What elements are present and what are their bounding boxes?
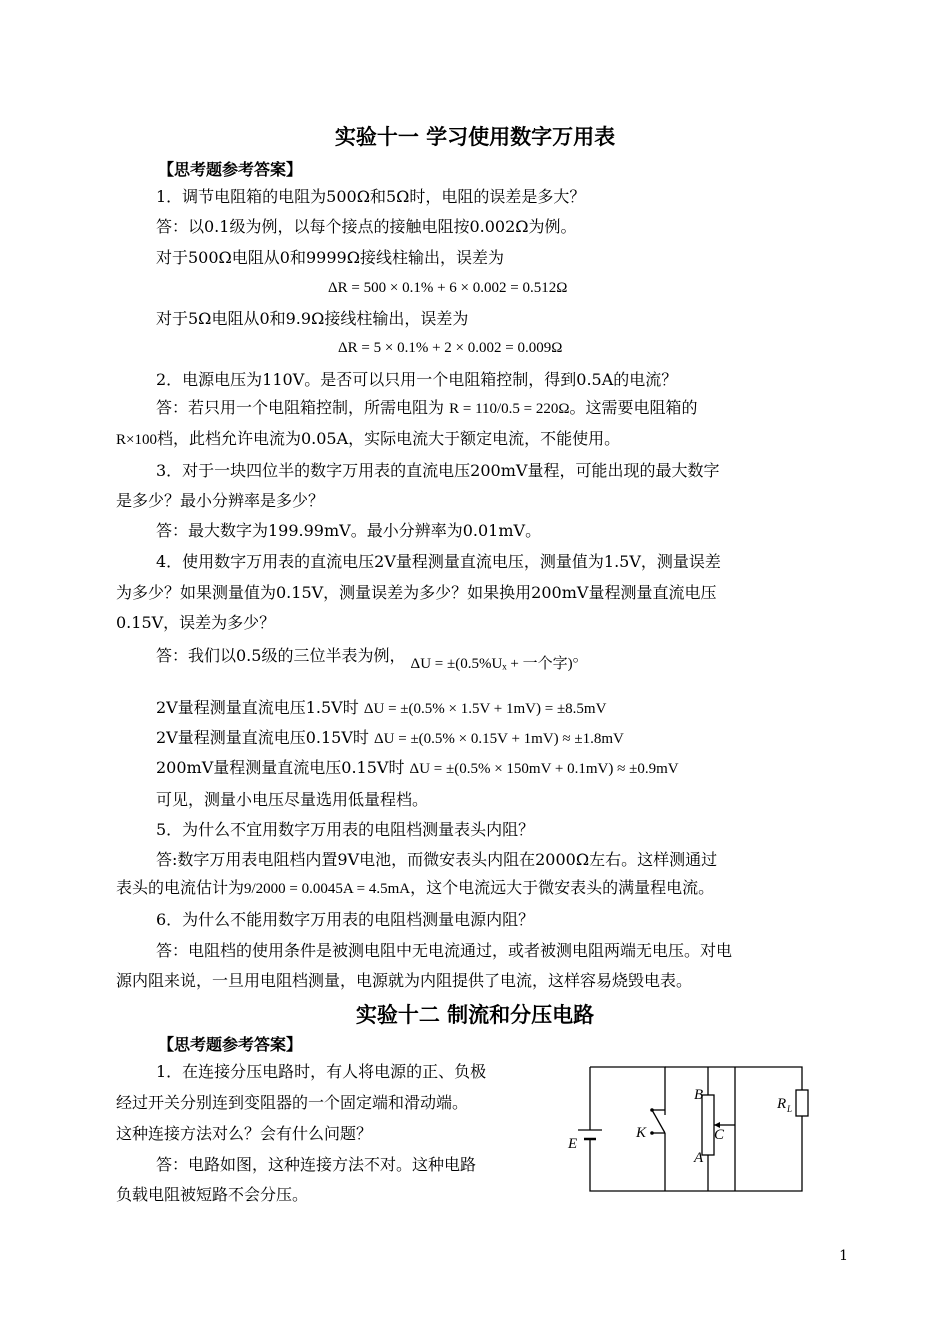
exp11-a4-line2 [156,698,606,719]
exp11-a4-line3-text: 2V量程测量直流电压0.15V时 [156,728,369,747]
exp11-a5-line2-post: ，这个电流远大于微安表头的满量程电流。 [410,878,715,897]
circuit-wire-left-bottom [590,1145,665,1191]
exp12-answers-header: 【思考题参考答案】 [158,1035,303,1054]
circuit-wire-right-bottom [735,1116,802,1191]
label-E: E [568,1136,578,1152]
exp11-q6: 6．为什么不能用数字万用表的电阻档测量电源内阻？ [156,910,535,929]
exp11-a4-end: 。 [572,646,589,665]
exp12-a1-line1: 答：电路如图，这种连接方法不对。这种电路 [156,1155,477,1174]
exp11-a4-line3 [156,728,624,749]
exp11-a2-post: 。这需要电阻箱的 [569,398,698,417]
exp11-a4-eq: ΔU = ±(0.5%Uₓ + 一个字) [410,656,573,672]
exp11-title: 实验十一 学习使用数字万用表 [334,125,616,149]
exp12-q1-line2: 经过开关分别连到变阻器的一个固定端和滑动端。 [116,1093,469,1112]
exp11-a4-line2-eq: ΔU = ±(0.5% × 1.5V + 1mV) = ±8.5mV [363,701,607,717]
exp11-eq2: ΔR = 5 × 0.1% + 2 × 0.002 = 0.009Ω [338,340,563,356]
circuit-wire-top-left [590,1067,665,1110]
exp11-q3-line2: 是多少？最小分辨率是多少？ [116,491,325,510]
exp11-q4-line3: 0.15V，误差为多少？ [116,613,276,632]
label-A: A [694,1150,704,1166]
exp11-q1: 1．调节电阻箱的电阻为500Ω和5Ω时，电阻的误差是多大？ [156,187,586,206]
exp11-a2-line2-eq: R×100 [116,432,157,448]
load-resistor-RL [796,1090,808,1116]
exp11-q2: 2．电源电压为110V。是否可以只用一个电阻箱控制，得到0.5A的电流？ [156,370,678,389]
exp11-a2-line1 [156,398,698,419]
exp12-title: 实验十二 制流和分压电路 [355,1003,595,1027]
exp11-a1: 答：以0.1级为例，以每个接点的接触电阻按0.002Ω为例。 [156,217,577,236]
exp11-a4-line4-eq: ΔU = ±(0.5% × 150mV + 0.1mV) ≈ ±0.9mV [409,761,679,777]
switch-blade [652,1110,665,1133]
label-L-subscript: L [787,1104,793,1114]
exp11-a1-line2: 对于500Ω电阻从0和9999Ω接线柱输出，误差为 [156,248,504,267]
page-number: 1 [839,1248,848,1264]
exp11-eq1: ΔR = 500 × 0.1% + 6 × 0.002 = 0.512Ω [328,280,568,296]
label-K: K [636,1125,647,1141]
exp11-q4-line1: 4．使用数字万用表的直流电压2V量程测量直流电压，测量值为1.5V，测量误差 [156,552,721,571]
exp12-q1-line1: 1．在连接分压电路时，有人将电源的正、负极 [156,1062,487,1081]
exp11-a6-line2: 源内阻来说，一旦用电阻档测量，电源就为内阻提供了电流，这样容易烧毁电表。 [116,971,693,990]
label-B: B [694,1087,704,1103]
exp12-q1-line3: 这种连接方法对么？会有什么问题？ [116,1124,373,1143]
exp11-q5: 5．为什么不宜用数字万用表的电阻档测量表头内阻？ [156,820,535,839]
exp11-a4-line4-text: 200mV量程测量直流电压0.15V时 [156,758,405,777]
exp11-a6-line1: 答：电阻档的使用条件是被测电阻中无电流通过，或者被测电阻两端无电压。对电 [156,941,733,960]
circuit-wire-top-right [735,1067,802,1090]
exp11-a2-line2-text: 档，此档允许电流为0.05A，实际电流大于额定电流，不能使用。 [156,429,621,448]
exp11-a4-pre: 答：我们以0.5级的三位半表为例， [156,646,406,665]
exp11-a4-line4 [156,758,679,779]
exp11-a4-line2-text: 2V量程测量直流电压1.5V时 [156,698,359,717]
exp11-q4-line2: 为多少？如果测量值为0.15V，测量误差为多少？如果换用200mV量程测量直流电压 [116,583,717,602]
exp11-a5-line2-eq: 9/2000 = 0.0045A = 4.5mA [244,881,411,897]
exp11-a4-line5: 可见，测量小电压尽量选用低量程档。 [156,790,429,809]
exp12-a1-line2: 负载电阻被短路不会分压。 [116,1185,309,1204]
label-C: C [714,1127,725,1143]
exp11-a2-line2 [116,429,620,450]
exp11-a3: 答：最大数字为199.99mV。最小分辨率为0.01mV。 [156,521,542,540]
exp11-a2-pre: 答：若只用一个电阻箱控制，所需电阻为 [156,398,445,417]
exp11-a5-line2 [116,878,714,899]
voltage-divider-circuit-diagram [560,1055,820,1205]
exp11-a4-line1 [156,646,589,672]
exp11-a4-line3-eq: ΔU = ±(0.5% × 0.15V + 1mV) ≈ ±1.8mV [374,731,624,747]
exp11-a5-line2-pre: 表头的电流估计为 [116,878,245,897]
exp11-a2-eq: R = 110/0.5 = 220Ω [449,401,570,417]
exp11-a1-line3: 对于5Ω电阻从0和9.9Ω接线柱输出，误差为 [156,309,469,328]
exp11-a5-line1: 答:数字万用表电阻档内置9V电池，而微安表头内阻在2000Ω左右。这样测通过 [156,850,718,869]
exp11-q3-line1: 3．对于一块四位半的数字万用表的直流电压200mV量程，可能出现的最大数字 [156,461,720,480]
label-R: R [777,1096,787,1112]
rheostat-body [702,1095,714,1155]
exp11-answers-header: 【思考题参考答案】 [158,160,303,179]
